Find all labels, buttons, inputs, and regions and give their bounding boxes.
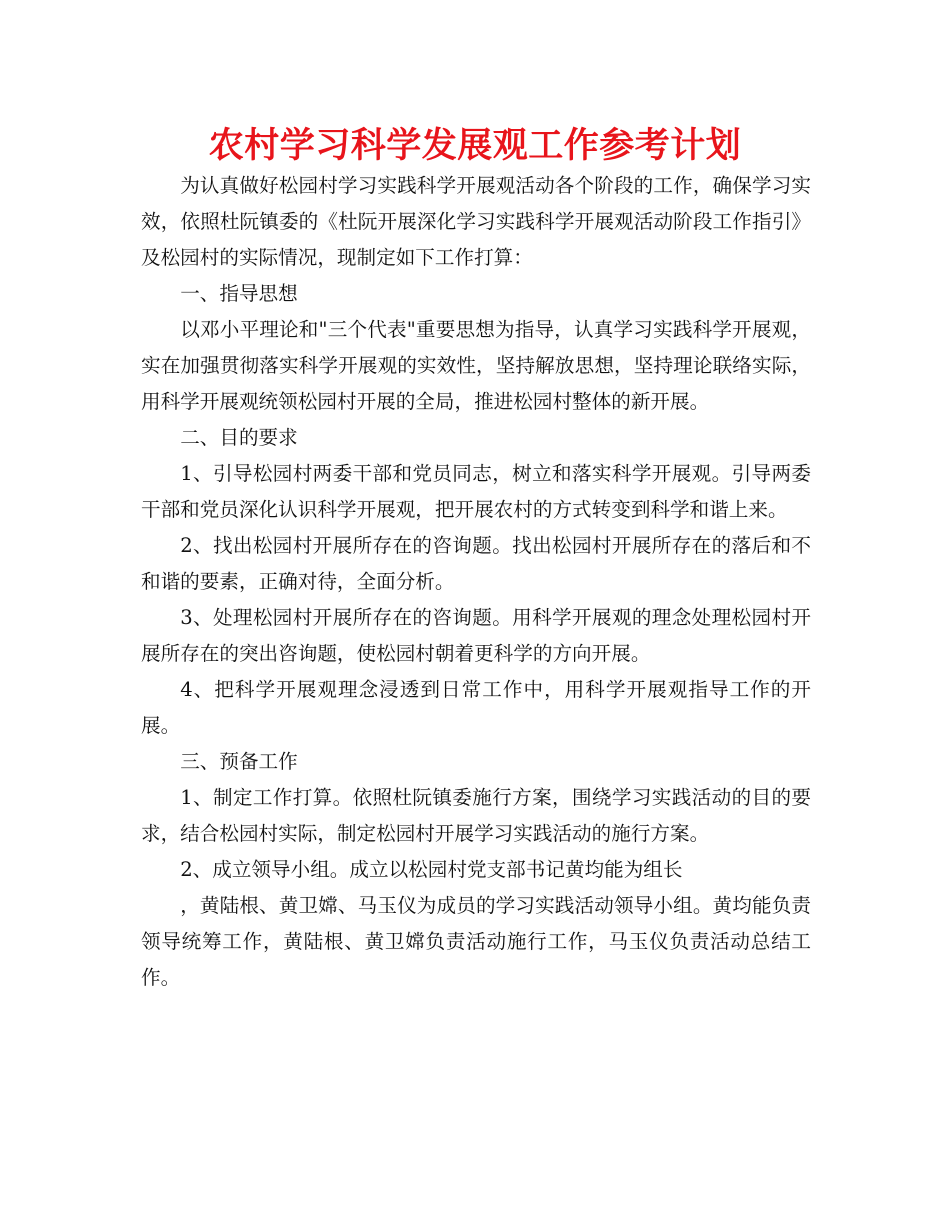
- section-heading-guiding-thought: 一、指导思想: [180, 282, 298, 305]
- document-body: [141, 168, 811, 996]
- document-title: 农村学习科学发展观工作参考计划: [208, 126, 742, 166]
- preparation-item-2: 2、成立领导小组。成立以松园村党支部书记黄均能为组长: [180, 858, 683, 881]
- goal-item-3: 3、处理松园村开展所存在的咨询题。用科学开展观的理念处理松园村开展所存在的突出咨询题，使松园村朝着更科学的方向开展。: [141, 606, 811, 665]
- guiding-thought-paragraph: 以邓小平理论和"三个代表"重要思想为指导，认真学习实践科学开展观，实在加强贯彻落实科学开展观的实效性，坚持解放思想，坚持理论联络实际，用科学开展观统领松园村开展的全局，推进松园村整体的新开展。: [141, 318, 811, 413]
- preparation-item-2-continued: ，黄陆根、黄卫嫦、马玉仪为成员的学习实践活动领导小组。黄均能负责领导统筹工作，黄陆根、黄卫嫦负责活动施行工作，马玉仪负责活动总结工作。: [141, 894, 811, 989]
- goal-item-4: 4、把科学开展观理念浸透到日常工作中，用科学开展观指导工作的开展。: [141, 678, 811, 737]
- intro-paragraph: 为认真做好松园村学习实践科学开展观活动各个阶段的工作，确保学习实效，依照杜阮镇委的《杜阮开展深化学习实践科学开展观活动阶段工作指引》及松园村的实际情况，现制定如下工作打算：: [141, 174, 811, 269]
- section-heading-preparation: 三、预备工作: [180, 750, 298, 773]
- goal-item-1: 1、引导松园村两委干部和党员同志，树立和落实科学开展观。引导两委干部和党员深化认识科学开展观，把开展农村的方式转变到科学和谐上来。: [141, 462, 811, 521]
- goal-item-2: 2、找出松园村开展所存在的咨询题。找出松园村开展所存在的落后和不和谐的要素，正确对待，全面分析。: [141, 534, 811, 593]
- section-heading-goals: 二、目的要求: [180, 426, 298, 449]
- preparation-item-1: 1、制定工作打算。依照杜阮镇委施行方案，围绕学习实践活动的目的要求，结合松园村实际，制定松园村开展学习实践活动的施行方案。: [141, 786, 811, 845]
